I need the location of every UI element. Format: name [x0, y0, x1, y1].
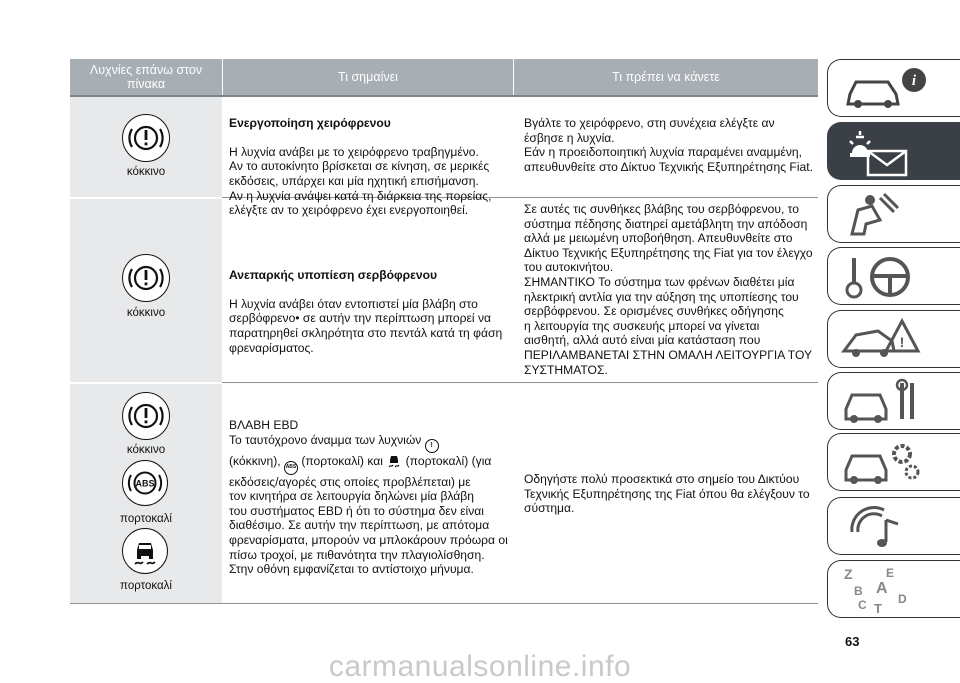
column-header-meaning: Τι σημαίνει: [223, 59, 513, 95]
action-text-row-1: Βγάλτε το χειρόφρενο, στη συνέχεια ελέγξτε αν έσβησε η λυχνία. Εάν η προειδοποιητική λυχνία παραμένει αναμμένη, απευθυνθείτε στο Δίκτυο Τεχνικής Εξυπηρέτησης Fiat.: [524, 116, 813, 174]
multimedia-icon: [836, 502, 956, 552]
inline-brake-icon: !: [425, 439, 439, 453]
meaning-line-1: Το ταυτόχρονο άναμμα των λυχνιών !: [229, 433, 514, 453]
meaning-body: Η λυχνία ανάβει με το χειρόφρενο τραβηγμένο. Αν το αυτοκίνητο βρίσκεται σε κίνηση, σε μερικές εκδόσεις, υπάρχει και μία ηχητική επισήμανση. Αν η λυχνία ανάψει κατά τη διάρκεια της πορείας, ελέγξτε αν το χειρόφρενο έχει ενεργοποιηθεί.: [229, 144, 492, 218]
tab-car-info[interactable]: [827, 59, 960, 117]
svg-text:C: C: [858, 598, 867, 612]
action-text-row-3: Οδηγήστε πολύ προσεκτικά στο σημείο του Δικτύου Τεχνικής Εξυπηρέτησης της Fiat όπου θα ελέγξουν το σύστημα.: [524, 472, 810, 516]
icon-color-caption: κόκκινο: [126, 307, 166, 319]
meaning-line-2: (κόκκινη), ABS (πορτοκαλί) και (πορτοκαλί) (για: [229, 453, 514, 475]
tab-warning-lights[interactable]: [827, 122, 960, 180]
column-header-lights: Λυχνίες επάνω στον πίνακα: [70, 59, 222, 95]
car-settings-icon: [836, 438, 956, 488]
svg-text:Z: Z: [844, 566, 853, 582]
table-bottom-line: [70, 603, 818, 604]
abs-icon: [122, 460, 168, 506]
meaning-text-row-2: [229, 253, 514, 370]
tab-maintenance[interactable]: [827, 372, 960, 430]
seat-airbag-icon: [836, 190, 956, 240]
tab-starting-driving[interactable]: [827, 247, 960, 305]
meaning-title: Ανεπαρκής υποπίεση σερβόφρενου: [229, 267, 438, 282]
brake-warning-icon: [122, 114, 170, 162]
row-divider: [222, 382, 818, 383]
inline-abs-icon: ABS: [284, 461, 298, 475]
svg-text:!: !: [899, 334, 905, 350]
brake-warning-icon: [122, 254, 170, 302]
icon-color-caption: πορτοκαλί: [120, 580, 172, 592]
meaning-title: Ενεργοποίηση χειρόφρενου: [229, 115, 391, 130]
car-crash-icon: [836, 315, 956, 365]
svg-text:A: A: [876, 580, 888, 597]
tab-emergency[interactable]: [827, 310, 960, 368]
tab-safety[interactable]: [827, 185, 960, 243]
tab-multimedia[interactable]: [827, 497, 960, 555]
car-info-icon: [836, 64, 956, 114]
tab-index[interactable]: [827, 560, 960, 618]
meaning-text-row-3: [229, 418, 514, 577]
icon-color-caption: κόκκινο: [126, 166, 166, 178]
brake-warning-icon: [122, 392, 170, 440]
car-wrench-icon: [836, 377, 956, 427]
svg-text:i: i: [911, 73, 917, 89]
meaning-body: Η λυχνία ανάβει όταν εντοπιστεί μία βλάβη στο σερβόφρενο• σε αυτήν την περίπτωση μπορεί να παρατηρηθεί σκληρότητα στο πεντάλ κατά τη φάση φρεναρίσματος.: [229, 296, 503, 355]
inline-skid-icon: [386, 453, 402, 468]
column-header-action: Τι πρέπει να κάνετε: [514, 59, 818, 95]
tab-technical-data[interactable]: [827, 433, 960, 491]
meaning-text-row-1: [229, 101, 514, 232]
watermark: carmanualsonline.info: [328, 650, 632, 683]
svg-text:D: D: [898, 592, 907, 606]
svg-text:B: B: [854, 584, 863, 598]
svg-text:T: T: [874, 601, 882, 615]
icon-color-caption: πορτοκαλί: [120, 513, 172, 525]
meaning-body: εκδόσεις/αγορές στις οποίες προβλέπεται) με τον κινητήρα σε λειτουργία δηλώνει μία βλάβη του συστήματος EBD ή ότι το σύστημα δεν είναι διαθέσιμο. Σε αυτήν την περίπτωση, με απότομα φρεναρίσματα, μπορούν να μπλοκάρουν πρόωρα οι πίσω τροχοί, με πιθανότητα την πλαγιολίσθηση. Στην οθόνη εμφανίζεται το αντίστοιχο μήνυμα.: [229, 474, 508, 577]
page-number: 63: [845, 634, 860, 649]
alphabetical-index-icon: [836, 565, 956, 615]
action-text-row-2: Σε αυτές τις συνθήκες βλάβης του σερβόφρενου, το σύστημα πέδησης διατηρεί αμετάβλητη την απόδοση αλλά με μειωμένη υποβοήθηση. Απευθυνθείτε στο Δίκτυο Τεχνικής Εξυπηρέτησης της Fiat για τον έλεγχο του αυτοκινήτου. ΣΗΜΑΝΤΙΚΟ Το σύστημα των φρένων διαθέτει μία ηλεκτρική αντλία για την αύξηση της υποπίεσης του σερβόφρενου. Σε ορισμένες συνθήκες οδήγησης η λειτουργία της συσκευής μπορεί να γίνεται αισθητή, αλλά αυτό είναι μία κατάσταση που ΠΕΡΙΛΑΜΒΑΝΕΤΑΙ ΣΤΗΝ ΟΜΑΛΗ ΛΕΙΤΟΥΡΓΙΑ ΤΟΥ ΣΥΣΤΗΜΑΤΟΣ.: [524, 202, 813, 377]
icon-color-caption: κόκκινο: [126, 444, 166, 456]
key-steering-wheel-icon: [836, 252, 956, 302]
skid-car-icon: [122, 528, 168, 574]
warning-light-message-icon: [836, 127, 956, 177]
meaning-title: ΒΛΑΒΗ EBD: [229, 418, 299, 432]
abs-label: ABS: [135, 478, 155, 489]
svg-text:E: E: [886, 566, 895, 580]
